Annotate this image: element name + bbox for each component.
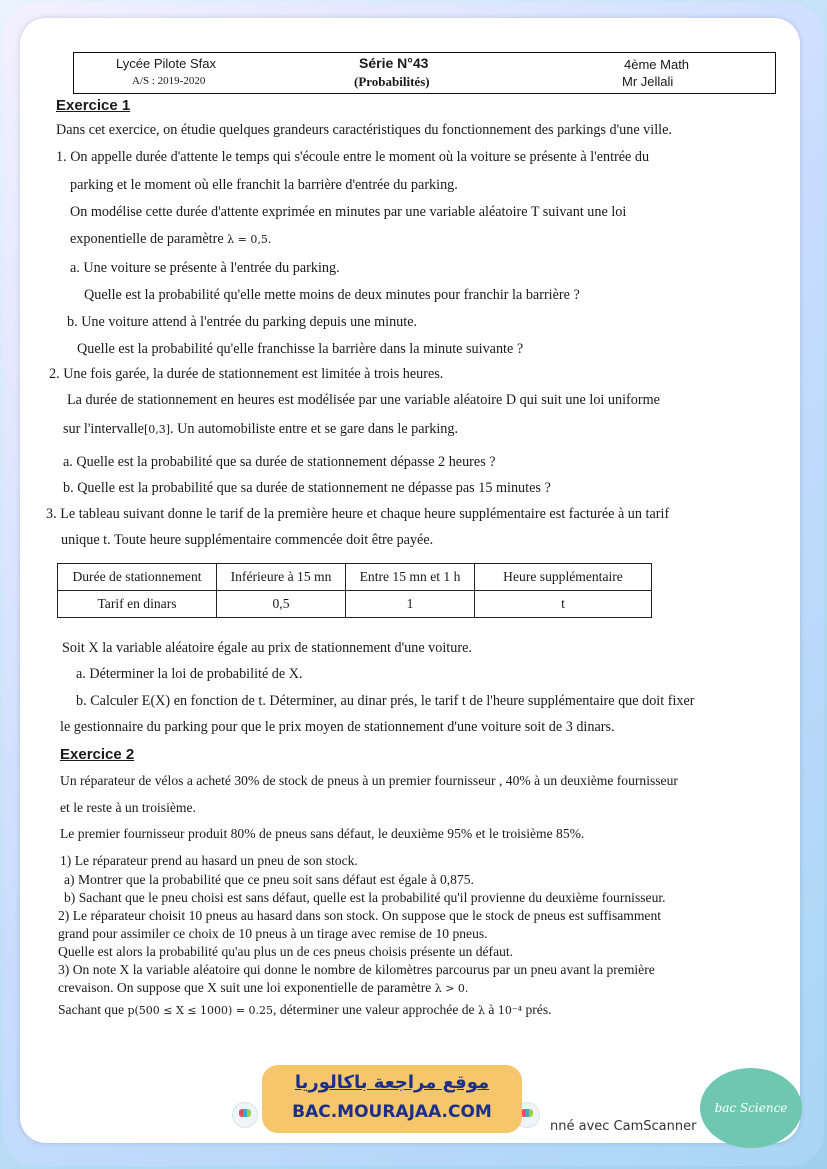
ex1-after-line: le gestionnaire du parking pour que le prix moyen de stationnement d'une voiture soit de 3 dinars. [60,719,615,735]
ex2-line: b) Sachant que le pneu choisi est sans défaut, quelle est la probabilité qu'il provienne du deuxième fournisseur. [64,890,666,905]
ex2-line [58,980,468,996]
school-year: A/S : 2019-2020 [132,75,206,87]
site-banner[interactable] [262,1065,522,1133]
ex2-line: 1) Le réparateur prend au hasard un pneu de son stock. [60,853,358,868]
ex2-line: 2) Le réparateur choisit 10 pneus au hasard dans son stock. On suppose que le stock de pneus est suffisamment [58,908,662,923]
table-row [58,564,652,591]
ex1-q2-text: . Un automobiliste entre et se gare dans le parking. [170,421,459,437]
ex1-q1-line: On modélise cette durée d'attente exprimée en minutes par une variable aléatoire T suivant une loi [70,204,627,220]
exercise-2-title: Exercice 2 [60,746,135,763]
ex2-last-line [58,1002,552,1018]
document-sheet [20,18,800,1143]
ex1-q2-text: sur l'intervalle [63,421,144,437]
interval: [0,3] [143,423,171,436]
ex1-q1b-line: b. Une voiture attend à l'entrée du parking depuis une minute. [67,314,418,330]
table-cell: t [475,591,652,618]
series-number: Série N°43 [359,55,429,71]
ex1-q1-line: 1. On appelle durée d'attente le temps qui s'écoule entre le moment où la voiture se présente à l'entrée du [56,149,650,165]
ex1-q2-line: La durée de stationnement en heures est modélisée par une variable aléatoire D qui suit une loi uniforme [67,392,660,408]
ex1-q2b: b. Quelle est la probabilité que sa durée de stationnement ne dépasse pas 15 minutes ? [63,480,551,496]
table-cell: Heure supplémentaire [475,564,652,591]
ex1-q3-line: 3. Le tableau suivant donne le tarif de la première heure et chaque heure supplémentaire est facturée à un tarif [46,506,670,522]
ex2-line: Quelle est alors la probabilité qu'au plus un de ces pneus choisis présente un défaut. [58,944,514,959]
ex1-intro: Dans cet exercice, on étudie quelques grandeurs caractéristiques du fonctionnement des parkings d'une ville. [56,122,672,138]
table-cell: 1 [346,591,475,618]
site-url[interactable]: BAC.MOURAJAA.COM [292,1102,492,1122]
ex2-line: 3) On note X la variable aléatoire qui donne le nombre de kilomètres parcourus par un pneu avant la première [58,962,655,977]
school-name: Lycée Pilote Sfax [116,56,216,71]
series-subject: (Probabilités) [354,74,430,89]
ex2-text: crevaison. On suppose que X suit une loi exponentielle de paramètre [58,980,432,995]
lambda-value: λ = 0,5. [227,233,272,246]
site-arabic-title: موقع مراجعة باكالوريا [294,1072,490,1093]
class-level: 4ème Math [624,57,690,72]
ex1-q1a-line: Quelle est la probabilité qu'elle mette moins de deux minutes pour franchir la barrière ? [84,287,580,303]
table-cell: 0,5 [217,591,346,618]
table-row [58,591,652,618]
ex2-text: Sachant que [58,1002,125,1017]
table-cell: Tarif en dinars [58,591,217,618]
lambda-symbol: λ [478,1004,485,1017]
ex2-text: à [488,1002,495,1017]
probability-formula: p(500 ≤ X ≤ 1000) = 0.25 [127,1004,274,1017]
ex2-line: grand pour assimiler ce choix de 10 pneus à un tirage avec remise de 10 pneus. [58,926,488,941]
ex1-q1b-line: Quelle est la probabilité qu'elle franchisse la barrière dans la minute suivante ? [77,341,524,357]
table-cell: Inférieure à 15 mn [217,564,346,591]
camscanner-watermark: nné avec CamScanner [550,1119,697,1134]
ex1-q2a: a. Quelle est la probabilité que sa durée de stationnement dépasse 2 heures ? [63,454,496,470]
bac-science-badge: bac Science [700,1068,802,1148]
ex1-q3-line: unique t. Toute heure supplémentaire commencée doit être payée. [61,532,434,548]
ex1-q1-line: parking et le moment où elle franchit la barrière d'entrée du parking. [70,177,458,193]
exercise-1-title: Exercice 1 [56,97,131,114]
ex1-q2-line [63,421,458,438]
tariff-table [57,563,652,618]
lambda-positive: λ > 0. [434,982,469,995]
header-box [73,52,776,94]
table-cell: Durée de stationnement [58,564,217,591]
precision-power: 10⁻⁴ [497,1004,523,1017]
ex2-line: Le premier fournisseur produit 80% de pneus sans défaut, le deuxième 95% et le troisième 85%. [60,826,585,841]
ex1-q2-line: 2. Une fois garée, la durée de stationnement est limitée à trois heures. [49,366,444,382]
ex1-q1-line [70,231,271,248]
teacher-name: Mr Jellali [622,74,674,89]
ex1-after-line: Soit X la variable aléatoire égale au prix de stationnement d'une voiture. [62,640,472,656]
table-cell: Entre 15 mn et 1 h [346,564,475,591]
ex2-text: prés. [525,1002,552,1017]
ex2-line: et le reste à un troisième. [60,800,196,815]
ex2-text: , déterminer une valeur approchée de [273,1002,475,1017]
ex2-line: a) Montrer que la probabilité que ce pneu soit sans défaut est égale à 0,875. [64,872,474,887]
ex2-line: Un réparateur de vélos a acheté 30% de stock de pneus à un premier fournisseur , 40% à un deuxième fournisseur [60,773,678,788]
site-logo-icon [232,1102,258,1128]
ex1-q1-text: exponentielle de paramètre [70,231,224,247]
ex1-after-line: b. Calculer E(X) en fonction de t. Déterminer, au dinar prés, le tarif t de l'heure supplémentaire que doit fixer [76,693,695,709]
ex1-after-line: a. Déterminer la loi de probabilité de X. [76,666,303,682]
ex1-q1a-line: a. Une voiture se présente à l'entrée du parking. [70,260,340,276]
